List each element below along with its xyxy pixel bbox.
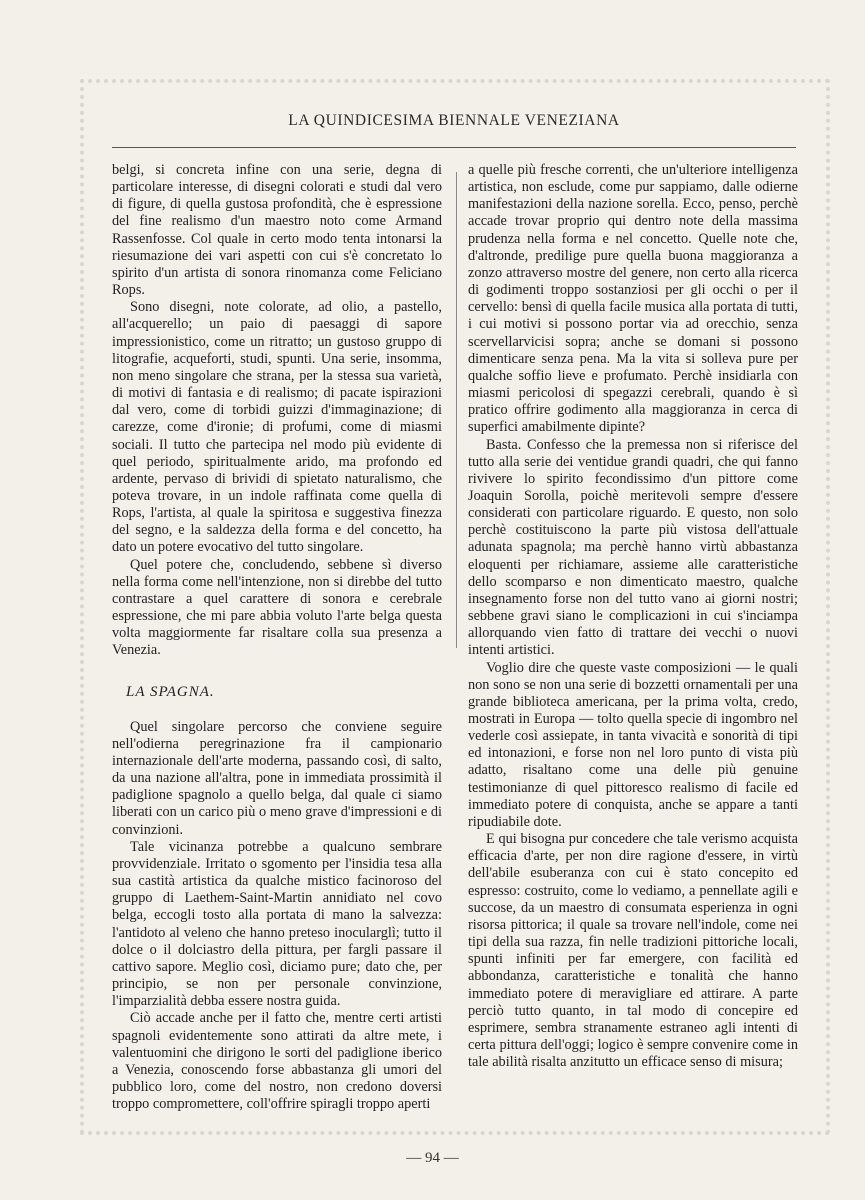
- section-heading: LA SPAGNA.: [126, 683, 215, 700]
- paragraph: Sono disegni, note colorate, ad olio, a pastello, all'acquerello; un paio di paesaggi di sapore impressionistico, come un ritratto; un gustoso gruppo di litografie, acqueforti, studi, spunti. Una serie, insomma, non meno singolare che strana, per la stessa sua varietà, di motivi di fantasia e di realismo; di pacate ispirazioni dal vero, come di torbidi guizzi d'immaginazione; di carezze, come d'ironie; di profumi, come di miasmi sociali. Il tutto che partecipa nel modo più evidente di quel periodo, spiritualmente arido, ma profondo ed ardente, pervaso di brividi di spietato naturalismo, che poteva trovare, in un indole raffinata come quella di Rops, l'artista, al quale la spiritosa e suggestiva finezza del segno, e la saldezza della forma e del concetto, ha dato un potere evocativo del tutto singolare.: [112, 299, 442, 556]
- paragraph: Quel singolare percorso che conviene seguire nell'odierna peregrinazione fra il campionario internazionale dell'arte moderna, passando così, di salto, da una nazione all'altra, pone in immediata prossimità il padiglione spagnolo a quello belga, dal quale ci siamo liberati con un carico più o meno grave d'impressioni e di convinzioni.: [112, 718, 442, 838]
- paragraph: belgi, si concreta infine con una serie, degna di particolare interesse, di disegni colorati e studi dal vero di figure, di quella gustosa profondità, che è espressione del fine realismo d'un maestro noto come Armand Rassenfosse. Col quale in certo modo tenta intonarsi la riesumazione dei vari aspetti con cui s'è concretato lo spirito d'un artista di sonora rinomanza come Feliciano Rops.: [112, 162, 442, 299]
- paragraph: Tale vicinanza potrebbe a qualcuno sembrare provvidenziale. Irritato o sgomento per l'insidia tesa alla sua castità artistica da qualche mistico facinoroso del gruppo di Laethem-Saint-Martin annidiato nel covo belga, eccogli tosto alla portata di mano la salvezza: l'antidoto al veleno che hanno preteso inocularglì; tutto il dolce o il dolciastro della pittura, per fargli passare il cattivo sapore. Meglio così, diciamo pure; dato che, per principio, se non per personale convinzione, l'imparzialità debba essere nostra guida.: [112, 838, 442, 1010]
- right-column: [468, 162, 798, 1071]
- paragraph: Ciò accade anche per il fatto che, mentre certi artisti spagnoli evidentemente sono attirati da altre mete, i valentuomini che dirigono le sorti del padiglione iberico a Venezia, conoscendo forse abbastanza gli umori del pubblico loro, come del nostro, non credono doversi troppo compromettere, coll'offrire spiragli troppo aperti: [112, 1010, 442, 1113]
- paragraph: Quel potere che, concludendo, sebbene sì diverso nella forma come nell'intenzione, non si direbbe del tutto contrastare a quel carattere di sonora e cerebrale espressione, che mi pare abbia voluto l'arte belga questa volta maggiormente far risaltare colla sua presenza a Venezia.: [112, 556, 442, 659]
- header-rule: [112, 147, 796, 148]
- page-number: — 94 —: [406, 1150, 459, 1166]
- paragraph: Voglio dire che queste vaste composizioni — le quali non sono se non una serie di bozzetti ornamentali per una grande biblioteca americana, per la prima volta, credo, mostrati in Europa — tolto quella specie di ingombro nel vederle così assiepate, in tanta vivacità e sonorità di tipi ed intonazioni, e forse non nel loro punto di vista più adatto, risaltano come una delle più genuine testimonianze di quel pittoresco realismo di facile ed immediato potere di conquista, anche se appare a tanti ripudiabile dote.: [468, 659, 798, 830]
- paragraph: a quelle più fresche correnti, che un'ulteriore intelligenza artistica, non esclude, come pur sappiamo, dalle odierne manifestazioni della nazione sorella. Ecco, penso, perchè accade trovar proprio qui dentro note della massima prudenza nella forma e nel concetto. Quelle note che, d'altronde, predilige pure quella buona maggioranza a zonzo attraverso mostre del genere, non certo alla ricerca di godimenti troppo sostanziosi per gli occhi o per il cervello: bensì di quella facile musica alla portata di tutti, i cui motivi si possono portar via ad orecchio, senza scervellarvicisi sopra; anche se domani si possono dimenticare senza pena. Ma la vita si solleva pure per qualche soffio lieve e profumato. Perchè insidiarla con miasmi pericolosi di spegazzi cerebrali, quando è sì pratico offrire godimento alla maggioranza in cerca di superfici amabilmente dipinte?: [468, 162, 798, 436]
- left-column: [112, 162, 442, 1113]
- paragraph: Basta. Confesso che la premessa non si riferisce del tutto alla serie dei ventidue grandi quadri, che qui fanno rivivere lo spirito fecondissimo d'un pittore come Joaquin Sorolla, poichè meritevoli sempre d'essere considerati con particolare riguardo. E questo, non solo perchè costituiscono la parte più vistosa dell'attuale adunata spagnola; ma perchè hanno virtù abbastanza eloquenti per richiamare, assieme alle caratteristiche dello scomparso e non dimenticato maestro, qualche insegnamento forse non del tutto vano ai giorni nostri; sebbene gravi siano le complicazioni in cui s'inciampa allorquando vien fatto di trattare dei vecchi o nuovi intenti artistici.: [468, 436, 798, 659]
- paragraph: E qui bisogna pur concedere che tale verismo acquista efficacia d'arte, per non dire ragione d'essere, in virtù dell'abile esuberanza con cui è stato concepito ed espresso: costruito, come lo vediamo, a pennellate agili e succose, da un maestro di consumata esperienza in ogni risorsa pittorica; il quale sa trovare nell'indole, come nei tipi della sua razza, fin nelle tradizioni pittoriche locali, spunti infiniti per far emergere, con facilità ed abbondanza, caratteristiche e tonalità che hanno immediato potere di meravigliare ed attirare. A parte perciò tutto quanto, in tal modo di concepire ed esprimere, sembra stranamente estraneo agli intenti di certa pittura dell'oggi; logico è sempre convenire come in tale abilità risalta anzitutto un efficace senso di misura;: [468, 831, 798, 1071]
- running-header: LA QUINDICESIMA BIENNALE VENEZIANA: [288, 112, 620, 129]
- column-divider: [456, 172, 457, 648]
